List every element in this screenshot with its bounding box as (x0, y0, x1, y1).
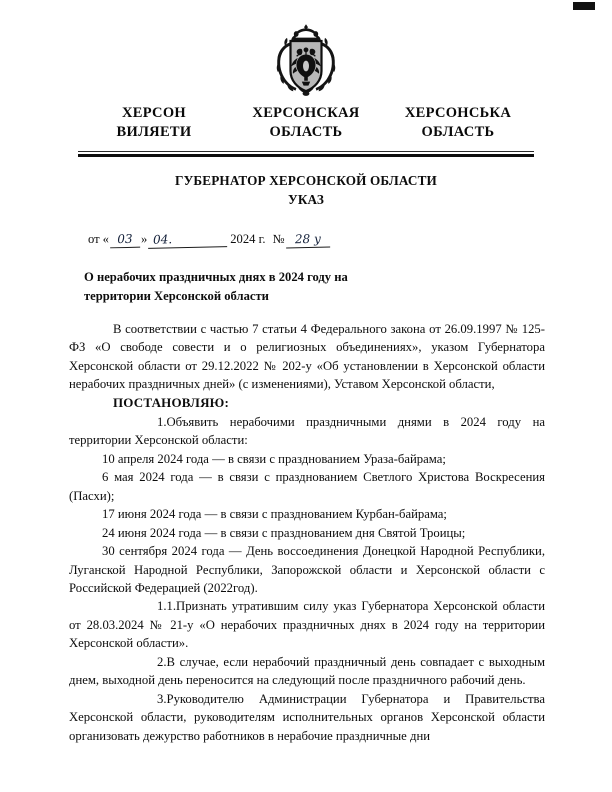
quote-close: » (140, 232, 148, 246)
clause-2 (69, 653, 545, 690)
letterhead-turkish-line2: ВИЛЯЕТИ (116, 124, 192, 141)
clause-1 (69, 413, 545, 450)
number-sign: № (272, 232, 285, 246)
document-body (69, 320, 545, 745)
letterhead-russian-line1: ХЕРСОНСКАЯ (252, 105, 360, 121)
document-kind: УКАЗ (288, 191, 324, 207)
issuing-authority: ГУБЕРНАТОР ХЕРСОНСКОЙ ОБЛАСТИ (175, 173, 437, 188)
decree-number-field[interactable]: 28 у (285, 232, 329, 249)
holiday-item-3: 17 июня 2024 года — в связи с празднованием Курбан-байрама; (102, 507, 447, 522)
letterhead-title-turkish (78, 104, 230, 142)
date-prefix: от (88, 232, 100, 246)
clause-3-text: Руководителю Администрации Губернатора и Правительства Херсонской области, руководителям исполнительных органов Херсонской области организовать дежурство работников в нерабочие праздничные дни (69, 691, 545, 743)
clause-2-text: В случае, если нерабочий праздничный день совпадает с выходным днем, выходной день переносится на следующий после праздничного рабочий день. (69, 654, 545, 688)
holiday-item-5: 30 сентября 2024 года — День воссоединения Донецкой Народной Республики, Луганской Народной Республики, Запорожской области и Херсонской области с Российской Федерацией (2022год). (69, 544, 545, 595)
letterhead (0, 0, 612, 157)
date-year: 2024 г. (230, 232, 266, 246)
emblem-container (0, 0, 612, 102)
letterhead-ukrainian-line1: ХЕРСОНСЬКА (404, 105, 512, 121)
date-day-field[interactable]: 03 (110, 232, 140, 249)
holiday-item-2: 6 мая 2024 года — в связи с празднованием Светлого Христова Воскресения (Пасхи); (69, 470, 545, 503)
letterhead-ukrainian-line2: ОБЛАСТЬ (421, 124, 495, 141)
clause-2-number: 2. (157, 654, 167, 669)
document-title-block (0, 172, 612, 209)
clause-3-number: 3. (157, 691, 167, 706)
date-and-number-line (88, 232, 330, 248)
clause-3 (69, 690, 545, 745)
quote-open: « (102, 232, 109, 246)
document-subject: О нерабочих праздничных днях в 2024 году на территории Херсонской области (84, 270, 348, 303)
clause-1-1-number: 1.1. (157, 599, 177, 614)
letterhead-turkish-line1: ХЕРСОН (121, 105, 186, 121)
letterhead-divider (78, 151, 534, 157)
clause-1-1 (69, 597, 545, 652)
clause-1-text: Объявить нерабочими праздничными днями в 2024 году на территории Херсонской области: (69, 414, 545, 448)
clause-1-1-text: Признать утратившим силу указ Губернатора Херсонской области от 28.03.2024 № 21-у «О нерабочих праздничных днях в 2024 году на территории Херсонской области». (69, 599, 545, 651)
holiday-item-1: 10 апреля 2024 года — в связи с празднованием Ураза-байрама; (102, 451, 446, 466)
preamble-paragraph: В соответствии с частью 7 статьи 4 Федерального закона от 26.09.1997 № 125- ФЗ «О свободе совести и о религиозных объединениях», указом Губернатора Херсонской области от 29.12.2022 № 202-у «Об установлении в Херсонской области нерабочих праздничных дней» (с изменениями), Уставом Херсонской области, (69, 322, 545, 392)
resolve-heading: ПОСТАНОВЛЯЮ: (113, 394, 230, 410)
holiday-item-4: 24 июня 2024 года — в связи с празднованием дня Святой Троицы; (102, 525, 466, 540)
divider-thick-rule (78, 154, 534, 157)
date-month-field[interactable]: 04. (148, 231, 227, 249)
letterhead-russian-line2: ОБЛАСТЬ (269, 124, 343, 141)
kherson-oblast-coat-of-arms-icon (268, 22, 344, 102)
letterhead-title-russian (230, 104, 382, 142)
letterhead-titles (0, 104, 612, 142)
letterhead-title-ukrainian (382, 104, 534, 142)
clause-1-number: 1. (157, 414, 167, 429)
